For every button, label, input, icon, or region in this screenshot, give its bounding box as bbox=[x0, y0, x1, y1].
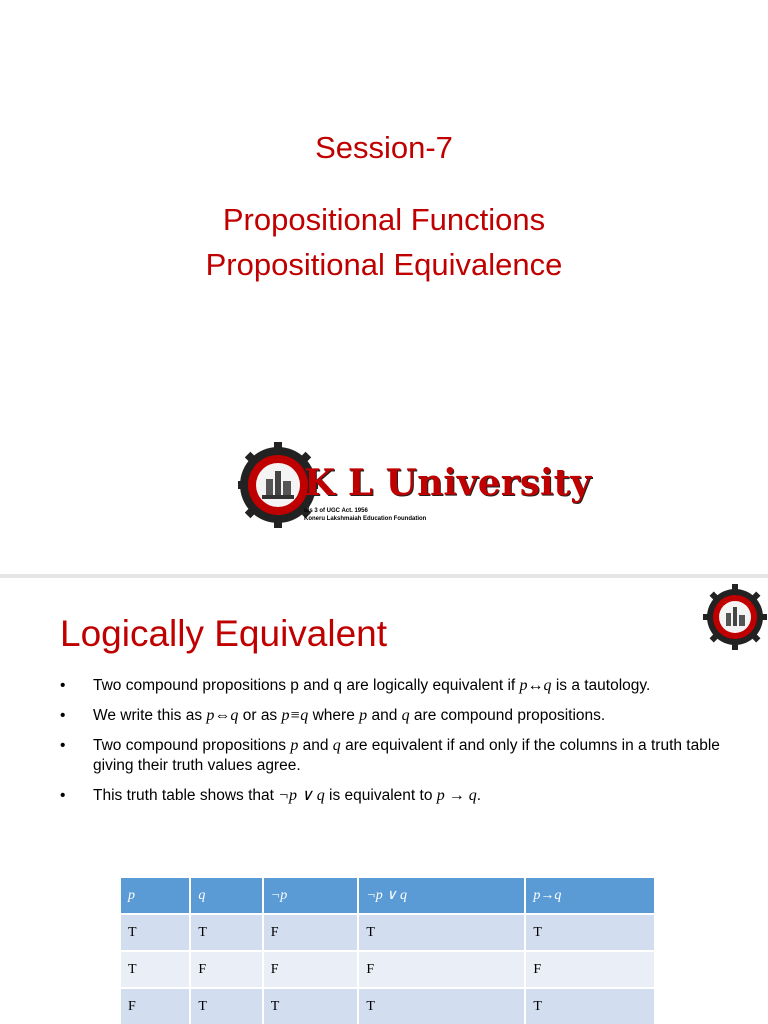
table-cell: T bbox=[190, 988, 262, 1024]
table-cell: T bbox=[525, 988, 655, 1024]
column-header: ¬p ∨ q bbox=[358, 878, 525, 914]
subtitle-line-1: Propositional Functions bbox=[222, 202, 546, 237]
bullet-list bbox=[60, 676, 740, 816]
slide-heading: Logically Equivalent bbox=[60, 613, 388, 654]
table-cell: T bbox=[525, 914, 655, 951]
table-row bbox=[121, 988, 655, 1024]
column-header: p bbox=[121, 878, 190, 914]
column-header: p→q bbox=[525, 878, 655, 914]
list-item: • This truth table shows that ¬p ∨ q is equivalent to p → q. bbox=[60, 787, 482, 804]
table-cell: F bbox=[525, 951, 655, 988]
bullet-icon: • bbox=[60, 677, 66, 694]
table-cell: F bbox=[263, 914, 359, 951]
table-cell: T bbox=[121, 951, 190, 988]
logo-name: K L University bbox=[304, 462, 592, 504]
list-item: • Two compound propositions p and q are equivalent if and only if the columns in a truth table giving their truth values agree. bbox=[60, 737, 720, 774]
list-item: • We write this as p⇔q or as p≡q where p and q are compound propositions. bbox=[60, 707, 606, 724]
column-header: ¬p bbox=[263, 878, 359, 914]
subtitle-line-2: Propositional Equivalence bbox=[205, 247, 563, 282]
session-title: Session-7 bbox=[315, 130, 453, 165]
logo-line-1: u/s 3 of UGC Act. 1956 bbox=[304, 508, 368, 514]
university-seal-icon bbox=[703, 576, 767, 658]
list-item: • Two compound propositions p and q are logically equivalent if p↔q is a tautology. bbox=[60, 677, 651, 694]
column-header: q bbox=[190, 878, 262, 914]
truth-table bbox=[121, 878, 656, 1024]
bullet-icon: • bbox=[60, 707, 66, 724]
table-cell: F bbox=[263, 951, 359, 988]
bullet-icon: • bbox=[60, 737, 66, 754]
university-logo bbox=[238, 442, 592, 528]
table-cell: T bbox=[358, 988, 525, 1024]
table-cell: F bbox=[190, 951, 262, 988]
table-cell: F bbox=[358, 951, 525, 988]
table-cell: T bbox=[358, 914, 525, 951]
content-slide bbox=[0, 578, 768, 1024]
logo-line-2: Koneru Lakshmaiah Education Foundation bbox=[304, 516, 427, 522]
table-cell: T bbox=[121, 914, 190, 951]
table-row bbox=[121, 914, 655, 951]
table-cell: F bbox=[121, 988, 190, 1024]
table-cell: T bbox=[190, 914, 262, 951]
table-header-row bbox=[121, 878, 655, 914]
table-cell: T bbox=[263, 988, 359, 1024]
table-row bbox=[121, 951, 655, 988]
bullet-icon: • bbox=[60, 787, 66, 804]
